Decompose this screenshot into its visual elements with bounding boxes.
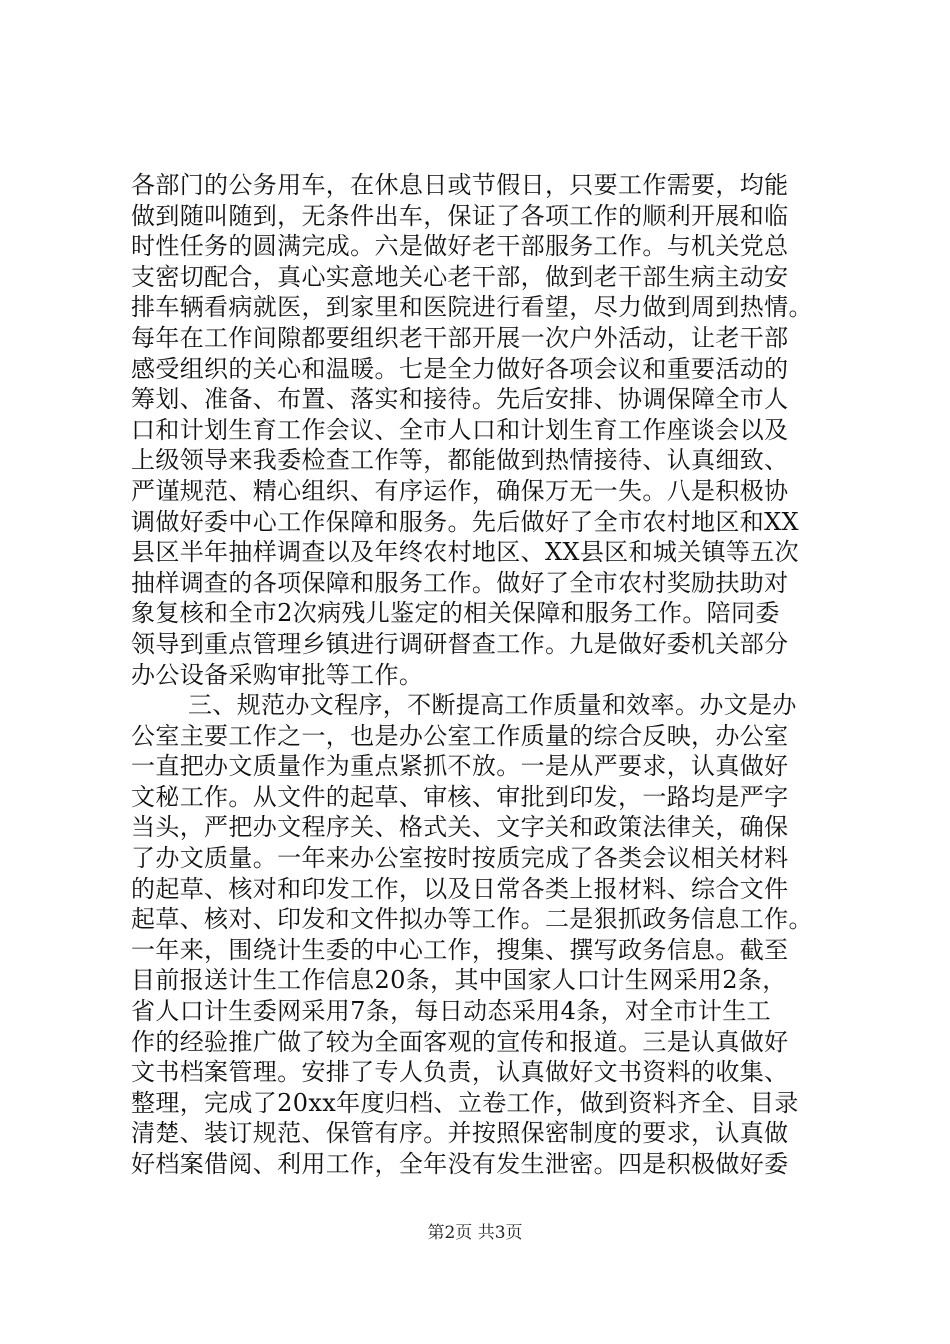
- text-line: 领导到重点管理乡镇进行调研督查工作。九是做好委机关部分: [131, 629, 789, 658]
- text-line: 文秘工作。从文件的起草、审核、审批到印发，一路均是严字: [131, 782, 789, 811]
- text-line: 当头，严把办文程序关、格式关、文字关和政策法律关，确保: [131, 813, 789, 842]
- text-line: 象复核和全市2次病残儿鉴定的相关保障和服务工作。陪同委: [131, 599, 780, 628]
- text-line: 起草、核对、印发和文件拟办等工作。二是狠抓政务信息工作。: [131, 905, 813, 934]
- text-line: 严谨规范、精心组织、有序运作，确保万无一失。八是积极协: [131, 476, 789, 505]
- document-body: [131, 170, 841, 1180]
- text-line: 上级领导来我委检查工作等，都能做到热情接待、认真细致、: [131, 446, 789, 475]
- text-line: 时性任务的圆满完成。六是做好老干部服务工作。与机关党总: [131, 232, 789, 261]
- page-number-footer: 第2页 共3页: [427, 1223, 523, 1243]
- text-line: 办公设备采购审批等工作。: [131, 660, 424, 689]
- text-line: 感受组织的关心和温暖。七是全力做好各项会议和重要活动的: [131, 354, 789, 383]
- text-line: 口和计划生育工作会议、全市人口和计划生育工作座谈会以及: [131, 415, 789, 444]
- text-line: 目前报送计生工作信息20条，其中国家人口计生网采用2条，: [131, 966, 787, 995]
- text-line: 筹划、准备、布置、落实和接待。先后安排、协调保障全市人: [131, 385, 789, 414]
- text-line: 一年来，围绕计生委的中心工作，搜集、撰写政务信息。截至: [131, 935, 789, 964]
- text-line: 排车辆看病就医，到家里和医院进行看望，尽力做到周到热情。: [131, 293, 813, 322]
- text-line: 调做好委中心工作保障和服务。先后做好了全市农村地区和XX: [131, 507, 799, 536]
- text-line: 公室主要工作之一，也是办公室工作质量的综合反映，办公室: [131, 721, 789, 750]
- text-line: 整理，完成了20xx年度归档、立卷工作，做到资料齐全、目录: [131, 1088, 799, 1117]
- text-line: 了办文质量。一年来办公室按时按质完成了各类会议相关材料: [131, 844, 789, 873]
- text-line: 每年在工作间隙都要组织老干部开展一次户外活动，让老干部: [131, 323, 789, 352]
- text-line: 一直把办文质量作为重点紧抓不放。一是从严要求，认真做好: [131, 752, 789, 781]
- text-line: 作的经验推广做了较为全面客观的宣传和报道。三是认真做好: [131, 1027, 789, 1056]
- text-line: 做到随叫随到，无条件出车，保证了各项工作的顺利开展和临: [131, 201, 789, 230]
- text-line: 的起草、核对和印发工作，以及日常各类上报材料、综合文件: [131, 874, 789, 903]
- text-line: 各部门的公务用车，在休息日或节假日，只要工作需要，均能: [131, 171, 789, 199]
- text-line: 支密切配合，真心实意地关心老干部，做到老干部生病主动安: [131, 262, 789, 291]
- text-line: 省人口计生委网采用7条，每日动态采用4条，对全市计生工: [131, 997, 771, 1026]
- section-heading-line: 三、规范办文程序，不断提高工作质量和效率。办文是办: [188, 691, 797, 720]
- text-line: 文书档案管理。安排了专人负责，认真做好文书资料的收集、: [131, 1058, 789, 1087]
- text-line: 好档案借阅、利用工作，全年没有发生泄密。四是积极做好委: [131, 1150, 789, 1178]
- text-line: 县区半年抽样调查以及年终农村地区、XX县区和城关镇等五次: [131, 538, 799, 567]
- text-line: 清楚、装订规范、保管有序。并按照保密制度的要求，认真做: [131, 1119, 789, 1148]
- text-line: 抽样调查的各项保障和服务工作。做好了全市农村奖励扶助对: [131, 568, 789, 597]
